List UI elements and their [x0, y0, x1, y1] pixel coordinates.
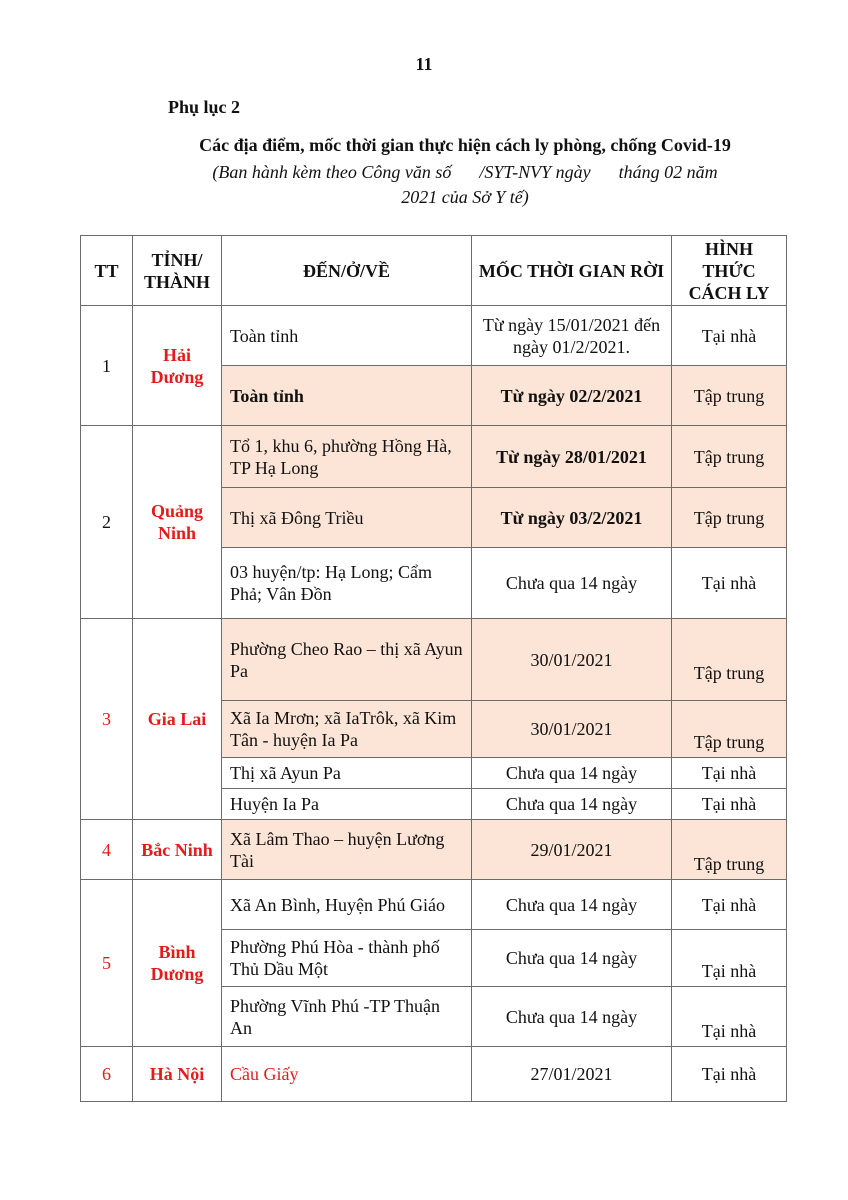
row-place: Toàn tỉnh: [222, 306, 472, 366]
row-place: 03 huyện/tp: Hạ Long; Cẩm Phả; Vân Đồn: [222, 548, 472, 619]
row-form: Tại nhà: [672, 306, 787, 366]
row-form: Tại nhà: [672, 758, 787, 789]
row-place: Thị xã Đông Triều: [222, 488, 472, 548]
row-tt: 1: [81, 306, 133, 426]
row-time: Chưa qua 14 ngày: [472, 987, 672, 1047]
row-province: Quảng Ninh: [133, 426, 222, 619]
quarantine-table: [80, 235, 787, 1102]
row-place: Phường Cheo Rao – thị xã Ayun Pa: [222, 619, 472, 701]
table-row: [81, 426, 787, 488]
row-place: Phường Vĩnh Phú -TP Thuận An: [222, 987, 472, 1047]
row-form: Tập trung: [672, 366, 787, 426]
page-number: 11: [415, 54, 433, 74]
header-row: [81, 236, 787, 306]
appendix-label: Phụ lục 2: [168, 97, 241, 117]
row-province: Bình Dương: [133, 880, 222, 1047]
row-form: Tập trung: [672, 820, 787, 880]
subtitle-part1: (Ban hành kèm theo Công văn số: [212, 162, 452, 182]
row-place: Phường Phú Hòa - thành phố Thủ Dầu Một: [222, 930, 472, 987]
row-province: Bắc Ninh: [133, 820, 222, 880]
row-tt: 6: [81, 1047, 133, 1102]
row-time: 30/01/2021: [472, 701, 672, 758]
row-place: Toàn tỉnh: [222, 366, 472, 426]
row-time: Chưa qua 14 ngày: [472, 880, 672, 930]
row-form: Tại nhà: [672, 1047, 787, 1102]
row-form: Tập trung: [672, 619, 787, 701]
row-form: Tại nhà: [672, 880, 787, 930]
row-time: 29/01/2021: [472, 820, 672, 880]
row-place: Xã Ia Mrơn; xã IaTrôk, xã Kim Tân - huyện Ia Pa: [222, 701, 472, 758]
row-place: Cầu Giấy: [222, 1047, 472, 1102]
header-tt: TT: [81, 236, 133, 306]
row-time: Từ ngày 28/01/2021: [472, 426, 672, 488]
row-time: Chưa qua 14 ngày: [472, 758, 672, 789]
row-tt: 5: [81, 880, 133, 1047]
row-place: Thị xã Ayun Pa: [222, 758, 472, 789]
row-time: Chưa qua 14 ngày: [472, 548, 672, 619]
row-tt: 4: [81, 820, 133, 880]
header-form: HÌNH THỨC CÁCH LY: [672, 236, 787, 306]
row-time: Từ ngày 02/2/2021: [472, 366, 672, 426]
row-form: Tại nhà: [672, 548, 787, 619]
subtitle-part2: /SYT-NVY ngày: [479, 162, 591, 182]
row-form: Tại nhà: [672, 789, 787, 820]
row-place: Tổ 1, khu 6, phường Hồng Hà, TP Hạ Long: [222, 426, 472, 488]
row-province: Hải Dương: [133, 306, 222, 426]
row-tt: 2: [81, 426, 133, 619]
header-province: TỈNH/ THÀNH: [133, 236, 222, 306]
row-tt: 3: [81, 619, 133, 820]
row-time: Chưa qua 14 ngày: [472, 930, 672, 987]
document-title: Các địa điểm, mốc thời gian thực hiện cách ly phòng, chống Covid-19: [199, 135, 731, 155]
table-row: [81, 619, 787, 701]
header-place: ĐẾN/Ở/VỀ: [222, 236, 472, 306]
row-time: Từ ngày 03/2/2021: [472, 488, 672, 548]
subtitle-part3: tháng 02 năm: [618, 162, 718, 182]
table-row: [81, 820, 787, 880]
row-form: Tại nhà: [672, 987, 787, 1047]
row-place: Xã An Bình, Huyện Phú Giáo: [222, 880, 472, 930]
row-form: Tập trung: [672, 488, 787, 548]
row-place: Xã Lâm Thao – huyện Lương Tài: [222, 820, 472, 880]
row-form: Tập trung: [672, 426, 787, 488]
table-row: [81, 880, 787, 930]
subtitle-part4: 2021 của Sở Y tế): [401, 187, 529, 207]
table-row: [81, 306, 787, 366]
row-time: Từ ngày 15/01/2021 đến ngày 01/2/2021.: [472, 306, 672, 366]
document-subtitle: [120, 160, 810, 210]
row-time: Chưa qua 14 ngày: [472, 789, 672, 820]
table-row: [81, 1047, 787, 1102]
row-province: Hà Nội: [133, 1047, 222, 1102]
header-time: MỐC THỜI GIAN RỜI: [472, 236, 672, 306]
row-form: Tập trung: [672, 701, 787, 758]
row-time: 30/01/2021: [472, 619, 672, 701]
row-time: 27/01/2021: [472, 1047, 672, 1102]
row-form: Tại nhà: [672, 930, 787, 987]
row-place: Huyện Ia Pa: [222, 789, 472, 820]
row-province: Gia Lai: [133, 619, 222, 820]
